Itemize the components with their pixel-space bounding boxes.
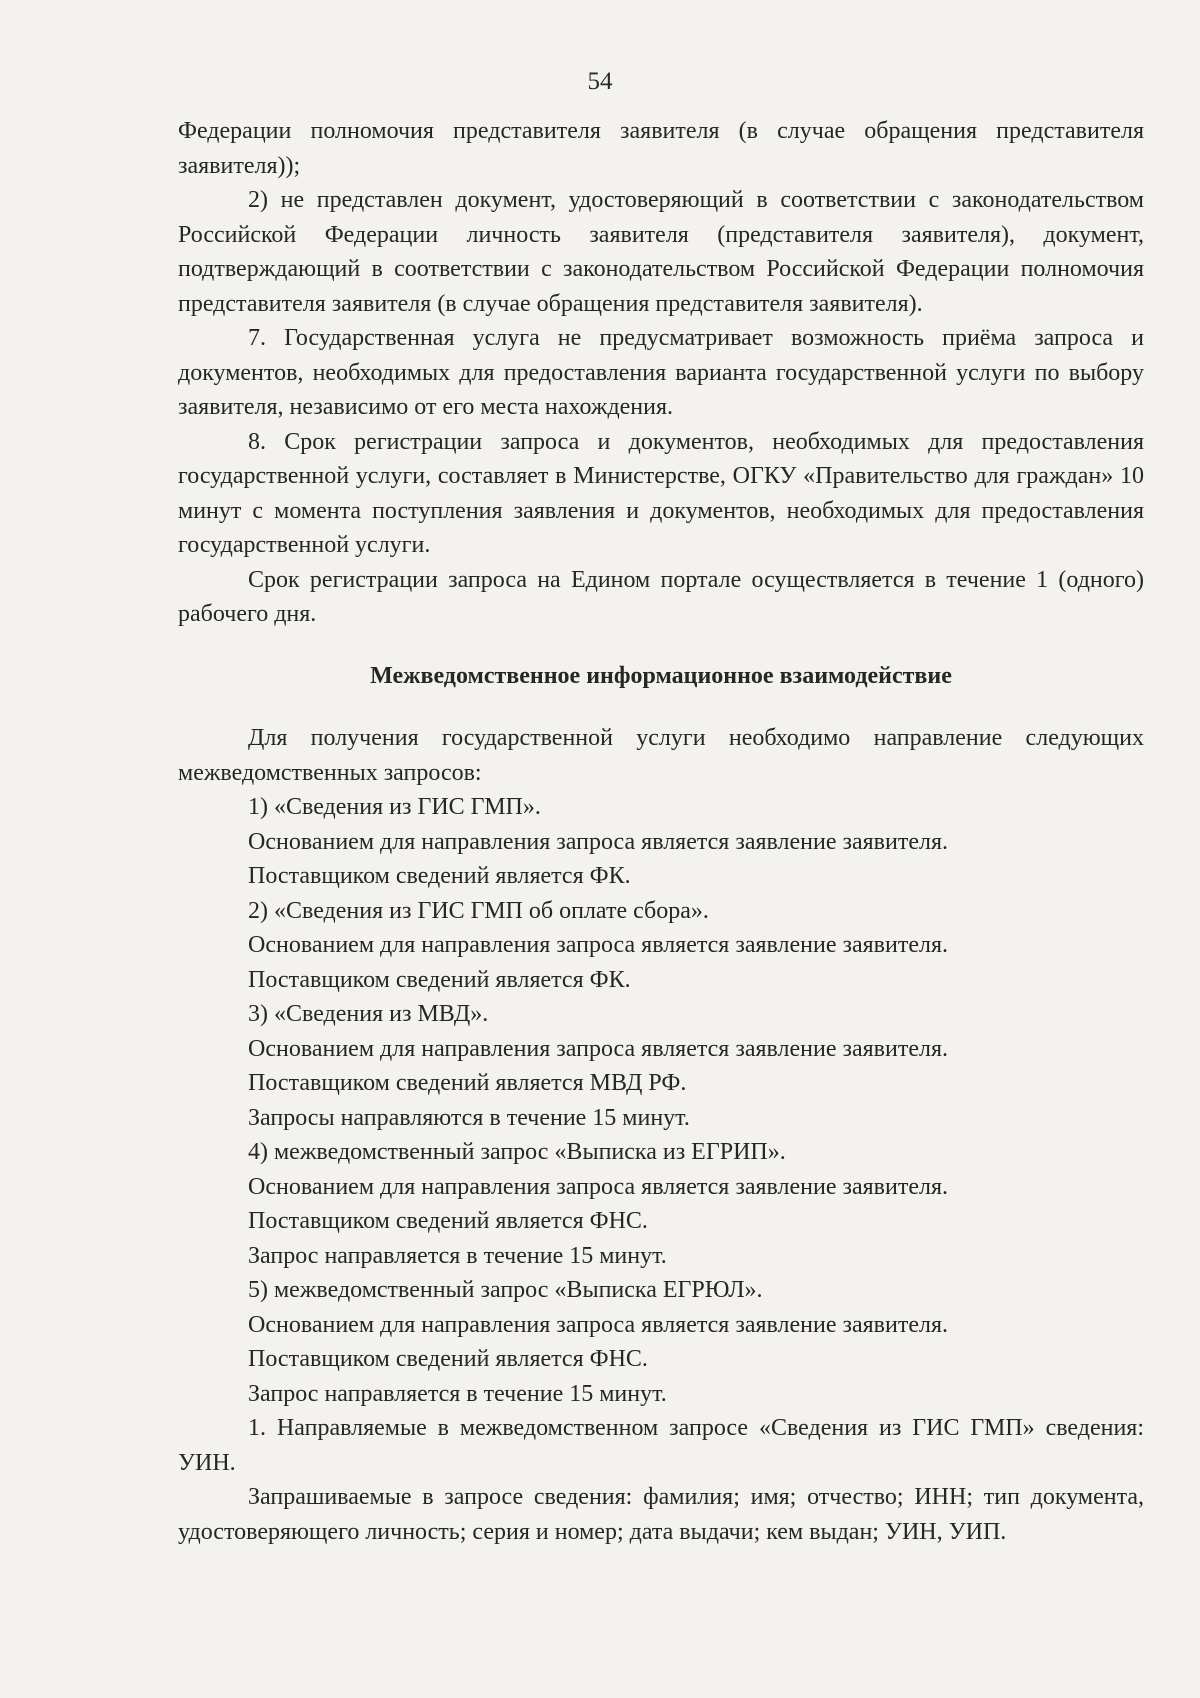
section-heading: Межведомственное информационное взаимодействие: [370, 662, 952, 689]
paragraph: Федерации полномочия представителя заявителя (в случае обращения представителя заявителя));: [178, 118, 1144, 179]
list-item: 3) «Сведения из МВД».: [248, 1001, 489, 1027]
paragraph: Поставщиком сведений является ФК.: [248, 966, 631, 993]
page-number: 54: [587, 68, 613, 95]
paragraph: Основанием для направления запроса является заявление заявителя.: [248, 932, 949, 958]
paragraph: 8. Срок регистрации запроса и документов, необходимых для предоставления государственной услуги, составляет в Министерстве, ОГКУ «Правительство для граждан» 10 минут с момента поступления заявления и документов, необходимых для предоставления государственной услуги.: [178, 428, 1144, 558]
paragraph: Основанием для направления запроса является заявление заявителя.: [248, 1035, 949, 1062]
paragraph: 1. Направляемые в межведомственном запросе «Сведения из ГИС ГМП» сведения: УИН.: [178, 1415, 1144, 1476]
paragraph: Поставщиком сведений является ФК.: [248, 863, 631, 889]
list-item: 4) межведомственный запрос «Выписка из ЕГРИП».: [248, 1139, 786, 1165]
paragraph: Основанием для направления запроса является заявление заявителя.: [248, 1311, 949, 1338]
list-item: 5) межведомственный запрос «Выписка ЕГРЮЛ».: [248, 1277, 763, 1303]
paragraph: Срок регистрации запроса на Едином портале осуществляется в течение 1 (одного) рабочего дня.: [178, 566, 1144, 627]
paragraph: Для получения государственной услуги необходимо направление следующих межведомственных запросов:: [178, 725, 1144, 786]
paragraph: Поставщиком сведений является ФНС.: [248, 1346, 648, 1372]
document-body: [178, 114, 1144, 1549]
paragraph: Запросы направляются в течение 15 минут.: [248, 1104, 690, 1131]
list-item: 1) «Сведения из ГИС ГМП».: [248, 794, 541, 820]
paragraph: Основанием для направления запроса является заявление заявителя.: [248, 1173, 949, 1200]
paragraph: Основанием для направления запроса является заявление заявителя.: [248, 828, 949, 855]
paragraph: 7. Государственная услуга не предусматривает возможность приёма запроса и документов, необходимых для предоставления варианта государственной услуги по выбору заявителя, независимо от его места нахождения.: [178, 325, 1144, 420]
paragraph: Запрос направляется в течение 15 минут.: [248, 1380, 667, 1407]
paragraph: Запрос направляется в течение 15 минут.: [248, 1242, 667, 1269]
paragraph: Поставщиком сведений является МВД РФ.: [248, 1070, 687, 1096]
paragraph: Поставщиком сведений является ФНС.: [248, 1208, 648, 1234]
list-item: 2) «Сведения из ГИС ГМП об оплате сбора».: [248, 897, 709, 924]
paragraph: Запрашиваемые в запросе сведения: фамилия; имя; отчество; ИНН; тип документа, удостоверяющего личность; серия и номер; дата выдачи; кем выдан; УИН, УИП.: [178, 1484, 1144, 1545]
paragraph: 2) не представлен документ, удостоверяющий в соответствии с законодательством Российской Федерации личность заявителя (представителя заявителя), документ, подтверждающий в соответствии с законодательством Российской Федерации полномочия представителя заявителя (в случае обращения представителя заявителя).: [178, 187, 1144, 317]
